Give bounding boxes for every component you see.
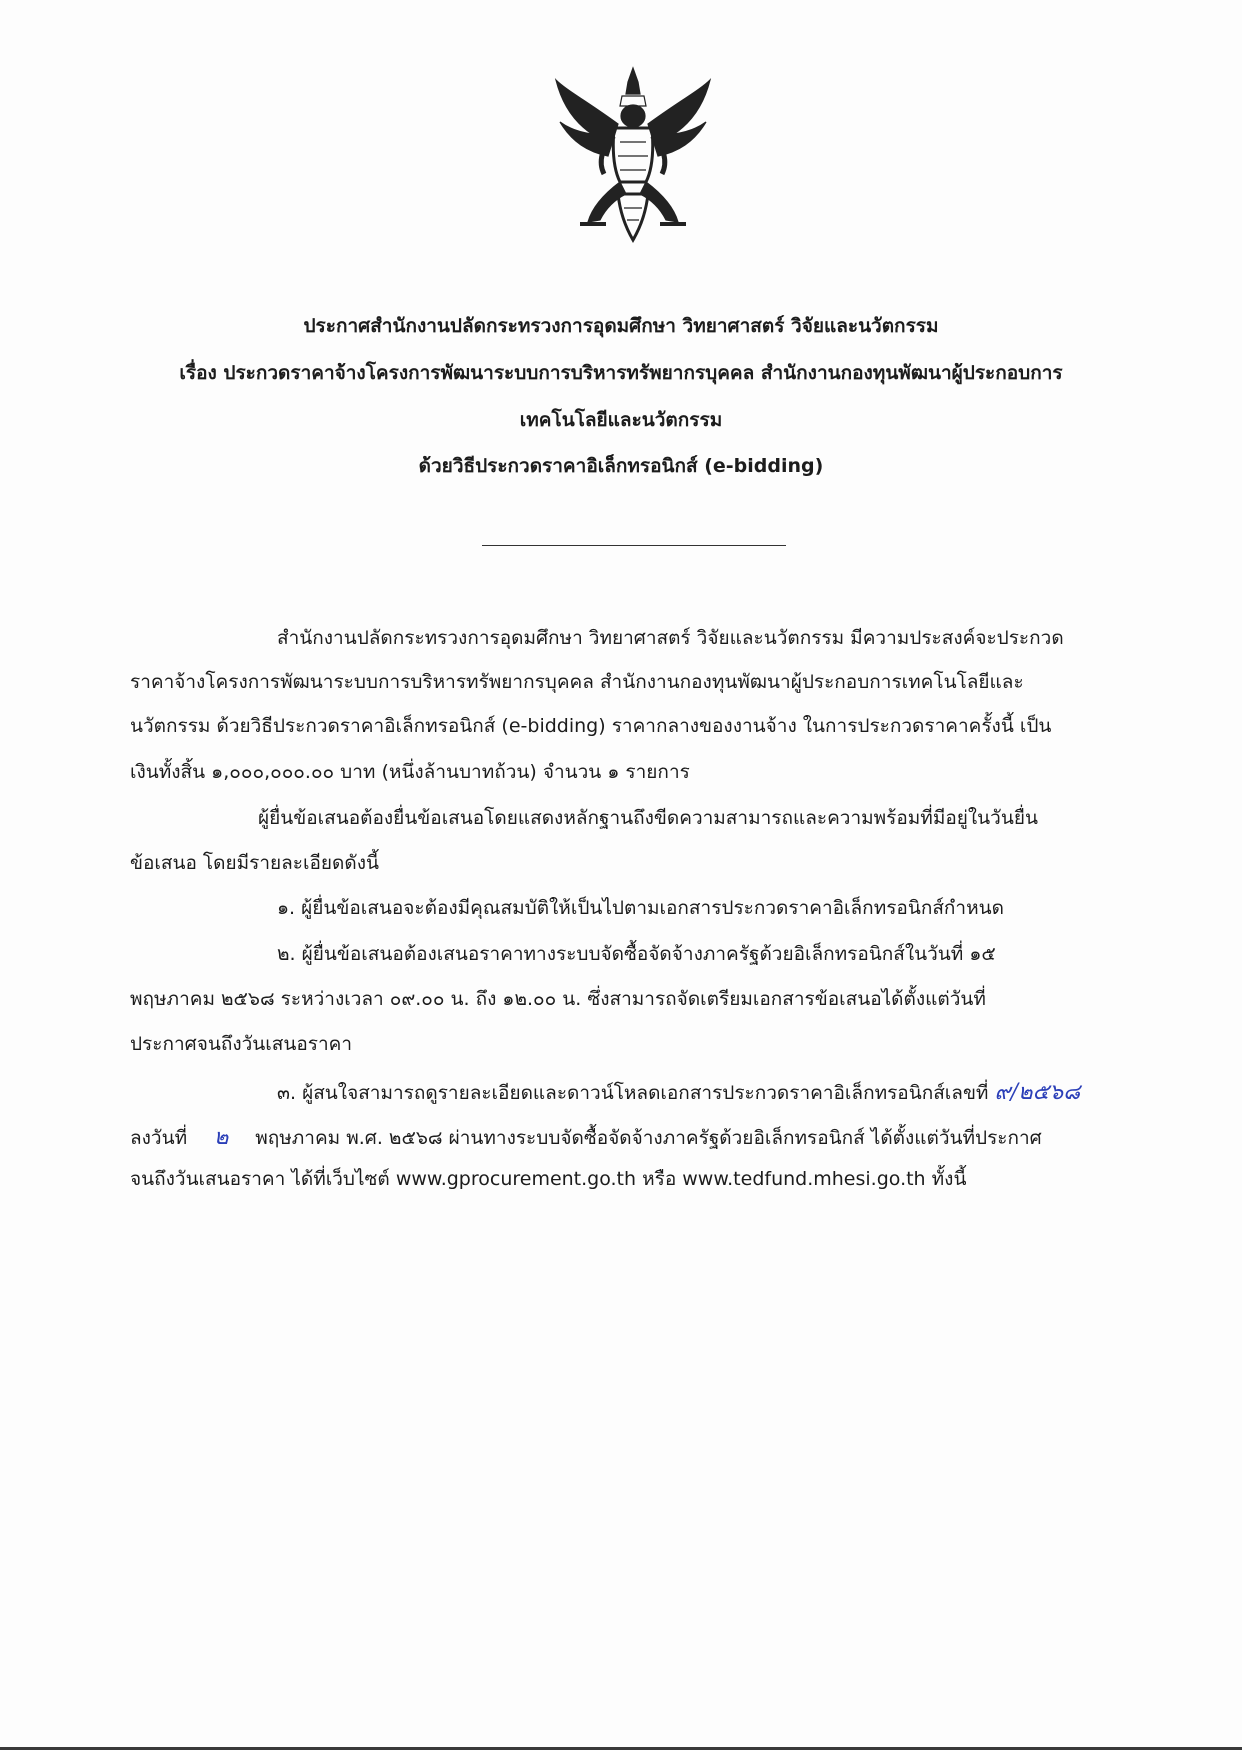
- paragraph-2-line-2: ข้อเสนอ โดยมีรายละเอียดดังนี้: [130, 852, 379, 874]
- title-divider: [482, 545, 786, 546]
- date-prefix: ลงวันที่: [130, 1127, 188, 1149]
- garuda-emblem-icon: [548, 62, 718, 244]
- item-2-line-1: ๒. ผู้ยื่นข้อเสนอต้องเสนอราคาทางระบบจัดซื้อจัดจ้างภาครัฐด้วยอิเล็กทรอนิกส์ในวันที่ ๑๕: [277, 943, 996, 965]
- item-1: ๑. ผู้ยื่นข้อเสนอจะต้องมีคุณสมบัติให้เป็นไปตามเอกสารประกวดราคาอิเล็กทรอนิกส์กำหนด: [277, 897, 1004, 919]
- handwritten-day: ๒: [213, 1125, 229, 1150]
- item-3-line-1: [277, 1074, 1080, 1109]
- paragraph-1-line-2: ราคาจ้างโครงการพัฒนาระบบการบริหารทรัพยากรบุคคล สำนักงานกองทุนพัฒนาผู้ประกอบการเทคโนโลยีและ: [130, 671, 1024, 693]
- item-2-line-3: ประกาศจนถึงวันเสนอราคา: [130, 1033, 353, 1055]
- paragraph-1-line-4: เงินทั้งสิ้น ๑,๐๐๐,๐๐๐.๐๐ บาท (หนึ่งล้านบาทถ้วน) จำนวน ๑ รายการ: [130, 761, 690, 783]
- date-suffix: พฤษภาคม พ.ศ. ๒๕๖๘ ผ่านทางระบบจัดซื้อจัดจ้างภาครัฐด้วยอิเล็กทรอนิกส์ ได้ตั้งแต่วันที่ประกาศ: [255, 1127, 1042, 1149]
- item-3-line-3: จนถึงวันเสนอราคา ได้ที่เว็บไซต์ www.gprocurement.go.th หรือ www.tedfund.mhesi.go.th ทั้งนี้: [130, 1168, 967, 1190]
- paragraph-1-line-1: สำนักงานปลัดกระทรวงการอุดมศึกษา วิทยาศาสตร์ วิจัยและนวัตกรรม มีความประสงค์จะประกวด: [277, 627, 1064, 649]
- announcement-title: ประกาศสำนักงานปลัดกระทรวงการอุดมศึกษา วิทยาศาสตร์ วิจัยและนวัตกรรม: [303, 315, 939, 337]
- paragraph-1-line-3: นวัตกรรม ด้วยวิธีประกวดราคาอิเล็กทรอนิกส์ (e-bidding) ราคากลางของงานจ้าง ในการประกวดราคาครั้งนี้ เป็น: [130, 715, 1052, 737]
- item-3-text: ๓. ผู้สนใจสามารถดูรายละเอียดและดาวน์โหลดเอกสารประกวดราคาอิเล็กทรอนิกส์เลขที่: [277, 1082, 989, 1104]
- paragraph-2-line-1: ผู้ยื่นข้อเสนอต้องยื่นข้อเสนอโดยแสดงหลักฐานถึงขีดความสามารถและความพร้อมที่มีอยู่ในวันยื่น: [258, 807, 1038, 829]
- handwritten-document-number: ๙/๒๕๖๘: [994, 1080, 1081, 1105]
- announcement-subject: เรื่อง ประกวดราคาจ้างโครงการพัฒนาระบบการบริหารทรัพยากรบุคคล สำนักงานกองทุนพัฒนาผู้ประกอบการ: [179, 362, 1063, 384]
- announcement-subject-cont: เทคโนโลยีและนวัตกรรม: [519, 409, 723, 431]
- announcement-method: ด้วยวิธีประกวดราคาอิเล็กทรอนิกส์ (e-bidding): [418, 455, 824, 477]
- item-2-line-2: พฤษภาคม ๒๕๖๘ ระหว่างเวลา ๐๙.๐๐ น. ถึง ๑๒.๐๐ น. ซึ่งสามารถจัดเตรียมเอกสารข้อเสนอได้ตั้งแต่วันที่: [130, 988, 986, 1010]
- item-3-line-2: [130, 1119, 1042, 1154]
